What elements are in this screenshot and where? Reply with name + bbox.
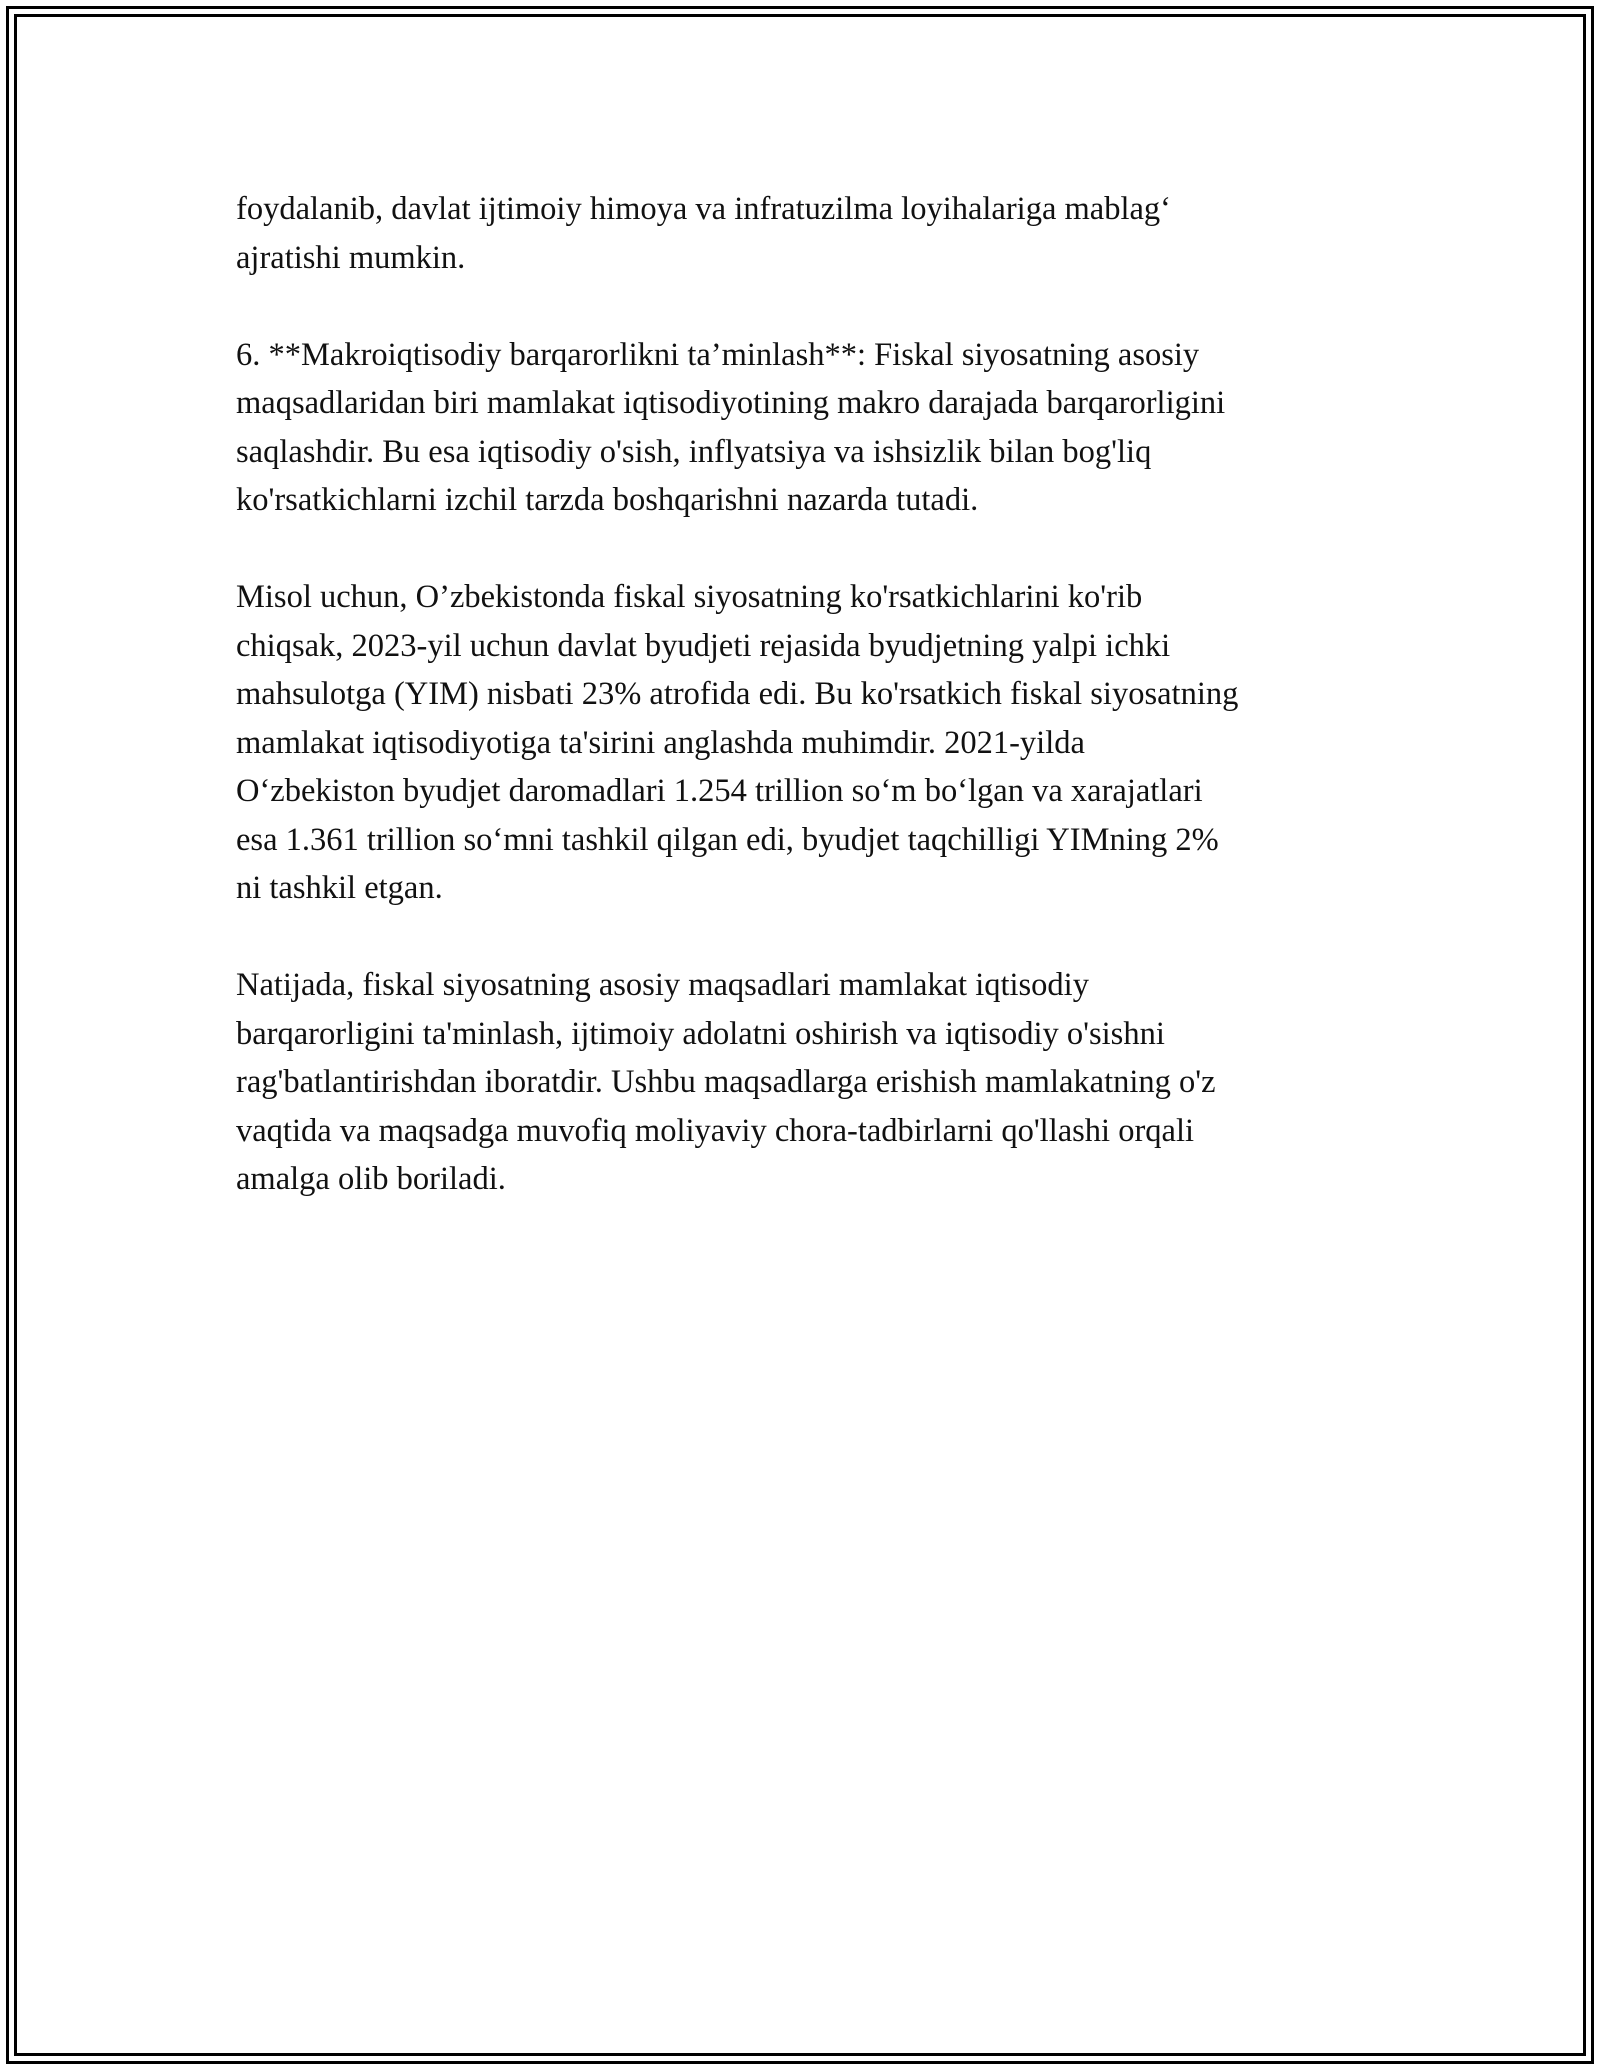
paragraph-macro-stability — [236, 331, 1376, 525]
text-line: ajratishi mumkin. — [236, 239, 466, 276]
text-line: esa 1.361 trillion so‘mni tashkil qilgan edi, byudjet taqchilligi YIMning 2% — [236, 821, 1219, 858]
text-line: amalga olib boriladi. — [236, 1161, 506, 1197]
text-line: ni tashkil etgan. — [236, 870, 443, 906]
text-line: Natijada, fiskal siyosatning asosiy maqsadlari mamlakat iqtisodiy — [236, 967, 1089, 1003]
paragraph-example — [236, 573, 1376, 913]
paragraph-continuation — [236, 185, 1376, 282]
text-line: chiqsak, 2023-yil uchun davlat byudjeti rejasida byudjetning yalpi ichki — [236, 627, 1171, 664]
text-line: ko'rsatkichlarni izchil tarzda boshqarishni nazarda tutadi. — [236, 482, 979, 518]
text-line: mamlakat iqtisodiyotiga ta'sirini anglashda muhimdir. 2021-yilda — [236, 724, 1085, 761]
text-line: vaqtida va maqsadga muvofiq moliyaviy chora-tadbirlarni qo'llashi orqali — [236, 1112, 1195, 1149]
text-line: maqsadlaridan biri mamlakat iqtisodiyotining makro darajada barqarorligini — [236, 385, 1226, 421]
text-line: mahsulotga (YIM) nisbati 23% atrofida edi. Bu ko'rsatkich fiskal siyosatning — [236, 676, 1239, 712]
document-body — [236, 185, 1376, 1252]
text-line: 6. **Makroiqtisodiy barqarorlikni ta’minlash**: Fiskal siyosatning asosiy — [236, 336, 1200, 373]
text-line: barqarorligini ta'minlash, ijtimoiy adolatni oshirish va iqtisodiy o'sishni — [236, 1015, 1165, 1052]
text-line: Misol uchun, O’zbekistonda fiskal siyosatning ko'rsatkichlarini ko'rib — [236, 579, 1143, 615]
text-line: O‘zbekiston byudjet daromadlari 1.254 trillion so‘m bo‘lgan va xarajatlari — [236, 773, 1203, 809]
text-line: foydalanib, davlat ijtimoiy himoya va infratuzilma loyihalariga mablag‘ — [236, 191, 1171, 227]
paragraph-conclusion — [236, 961, 1376, 1204]
text-line: rag'batlantirishdan iboratdir. Ushbu maqsadlarga erishish mamlakatning o'z — [236, 1064, 1216, 1100]
text-line: saqlashdir. Bu esa iqtisodiy o'sish, inflyatsiya va ishsizlik bilan bog'liq — [236, 433, 1152, 470]
